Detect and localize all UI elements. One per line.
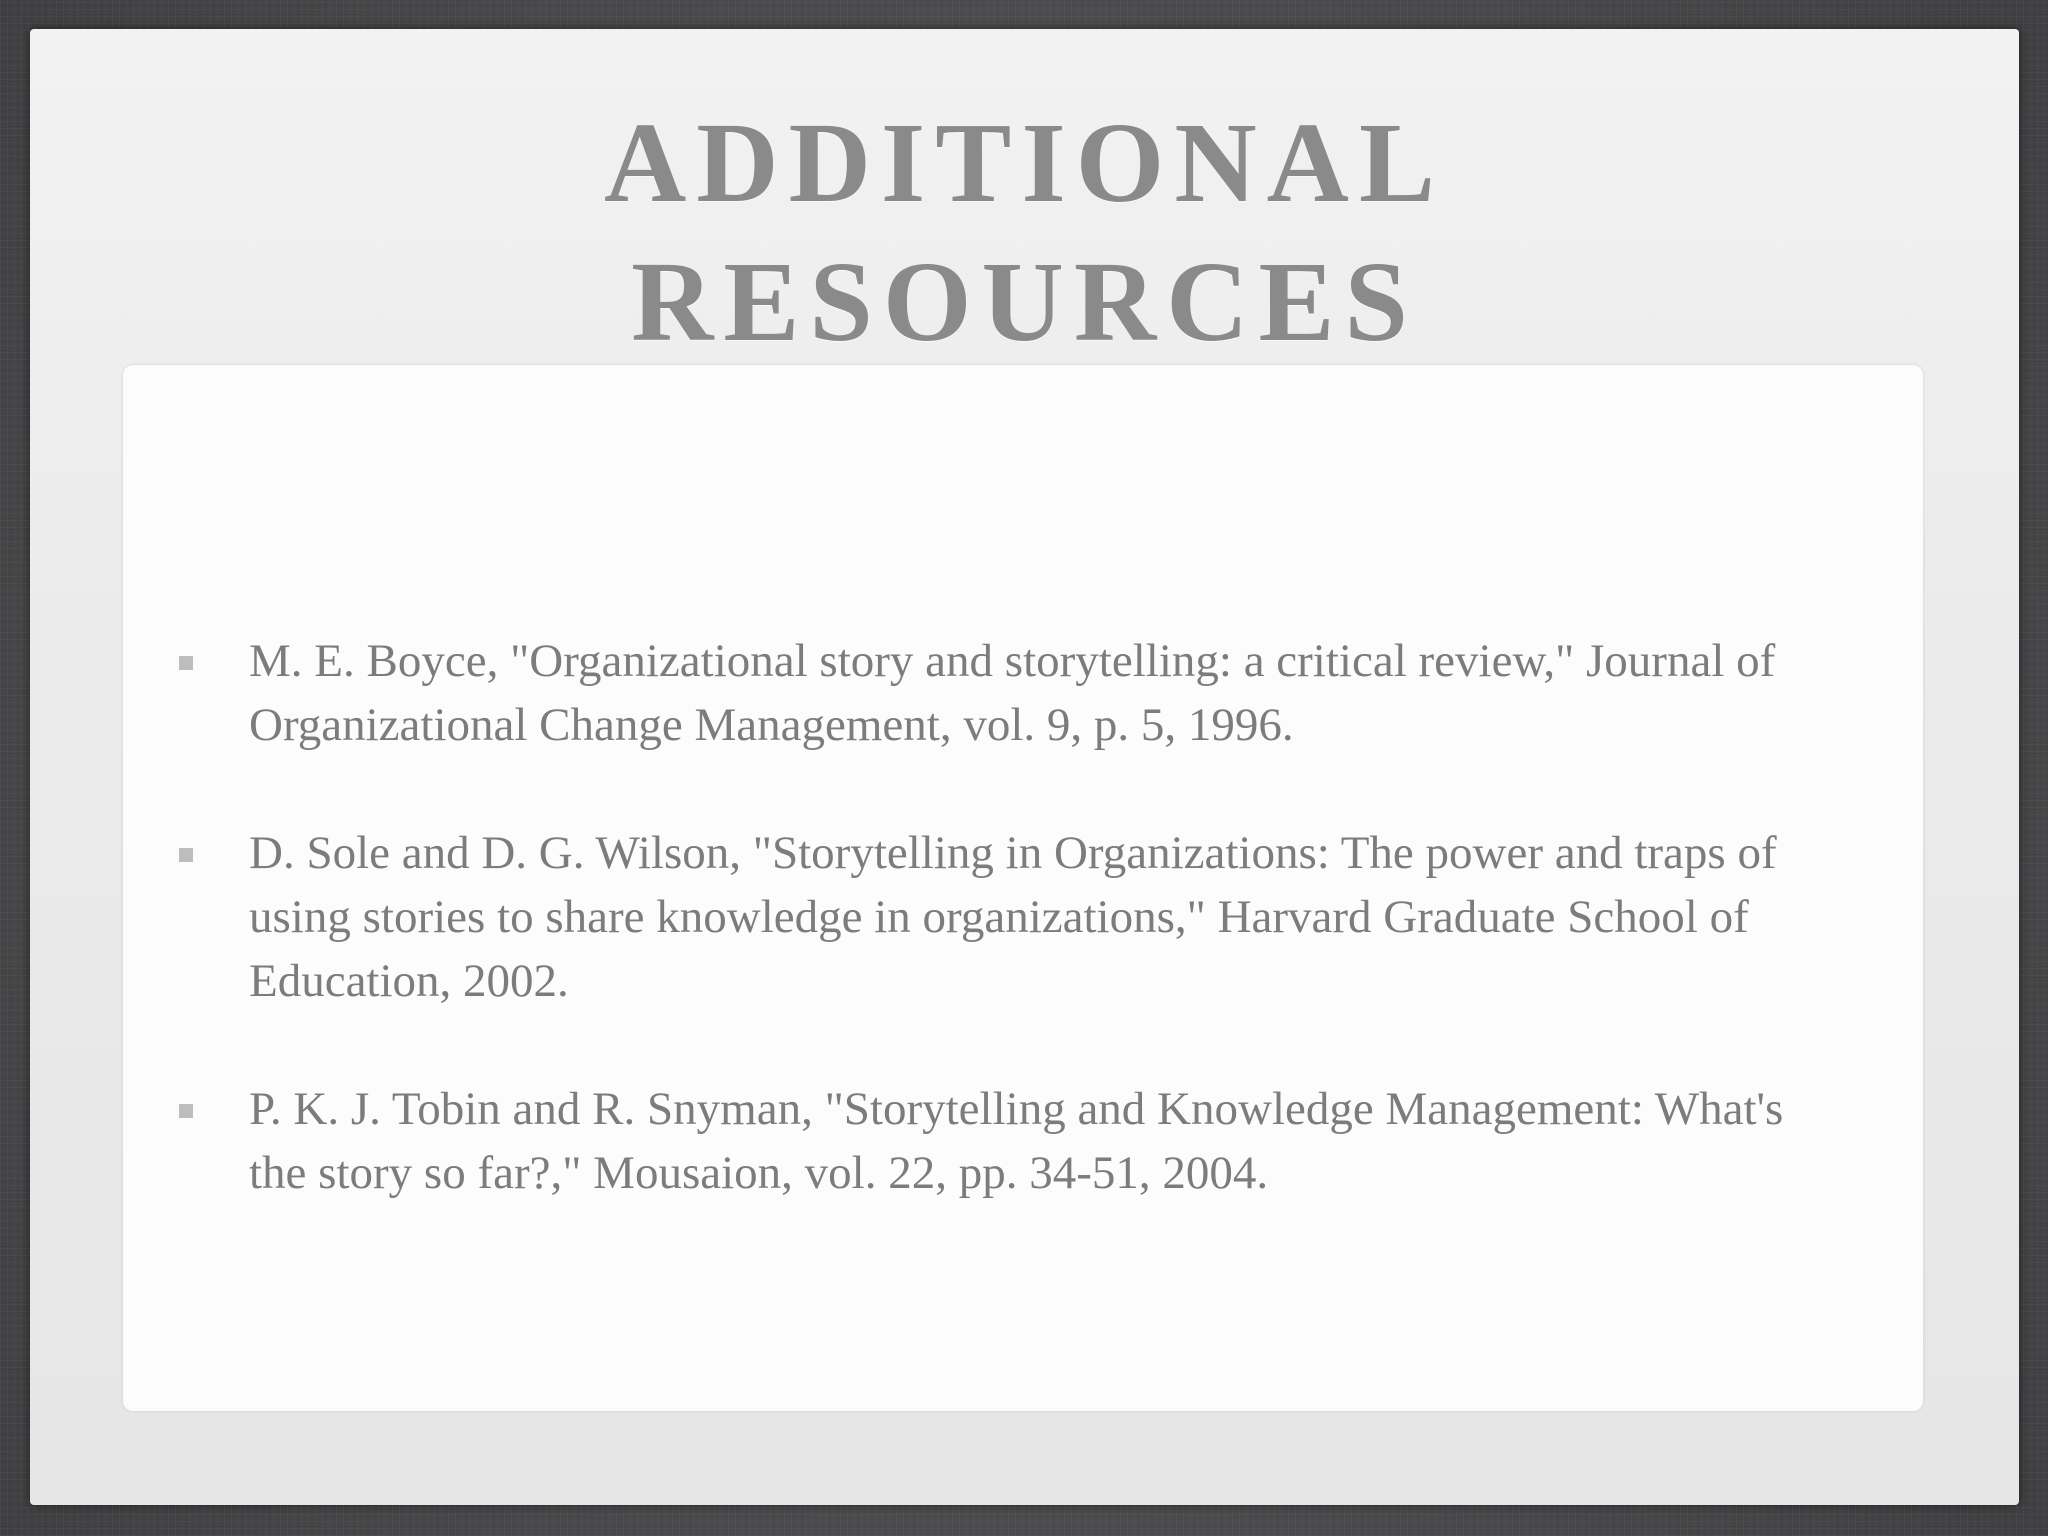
square-bullet-icon — [179, 848, 193, 862]
square-bullet-icon — [179, 1104, 193, 1118]
slide-title-line-2: RESOURCES — [631, 238, 1418, 365]
reference-text-3: P. K. J. Tobin and R. Snyman, "Storytelling and Knowledge Management: What's the story so far?," Mousaion, vol. 22, pp. 34-51, 2004. — [249, 1083, 1784, 1199]
reference-text-1: M. E. Boyce, "Organizational story and storytelling: a critical review," Journal of Organizational Change Management, vol. 9, p. 5, 1996. — [249, 635, 1776, 751]
reference-item-3 — [123, 1077, 1923, 1205]
slide-title — [30, 93, 2019, 371]
reference-item-2 — [123, 821, 1923, 1013]
reference-item-1 — [123, 629, 1923, 757]
slide — [30, 29, 2019, 1505]
content-panel — [123, 365, 1923, 1411]
square-bullet-icon — [179, 656, 193, 670]
reference-text-2: D. Sole and D. G. Wilson, "Storytelling in Organizations: The power and traps of using stories to share knowledge in organizations," Harvard Graduate School of Education, 2002. — [249, 827, 1777, 1007]
slide-title-line-1: ADDITIONAL — [603, 99, 1446, 226]
reference-list — [123, 629, 1923, 1269]
